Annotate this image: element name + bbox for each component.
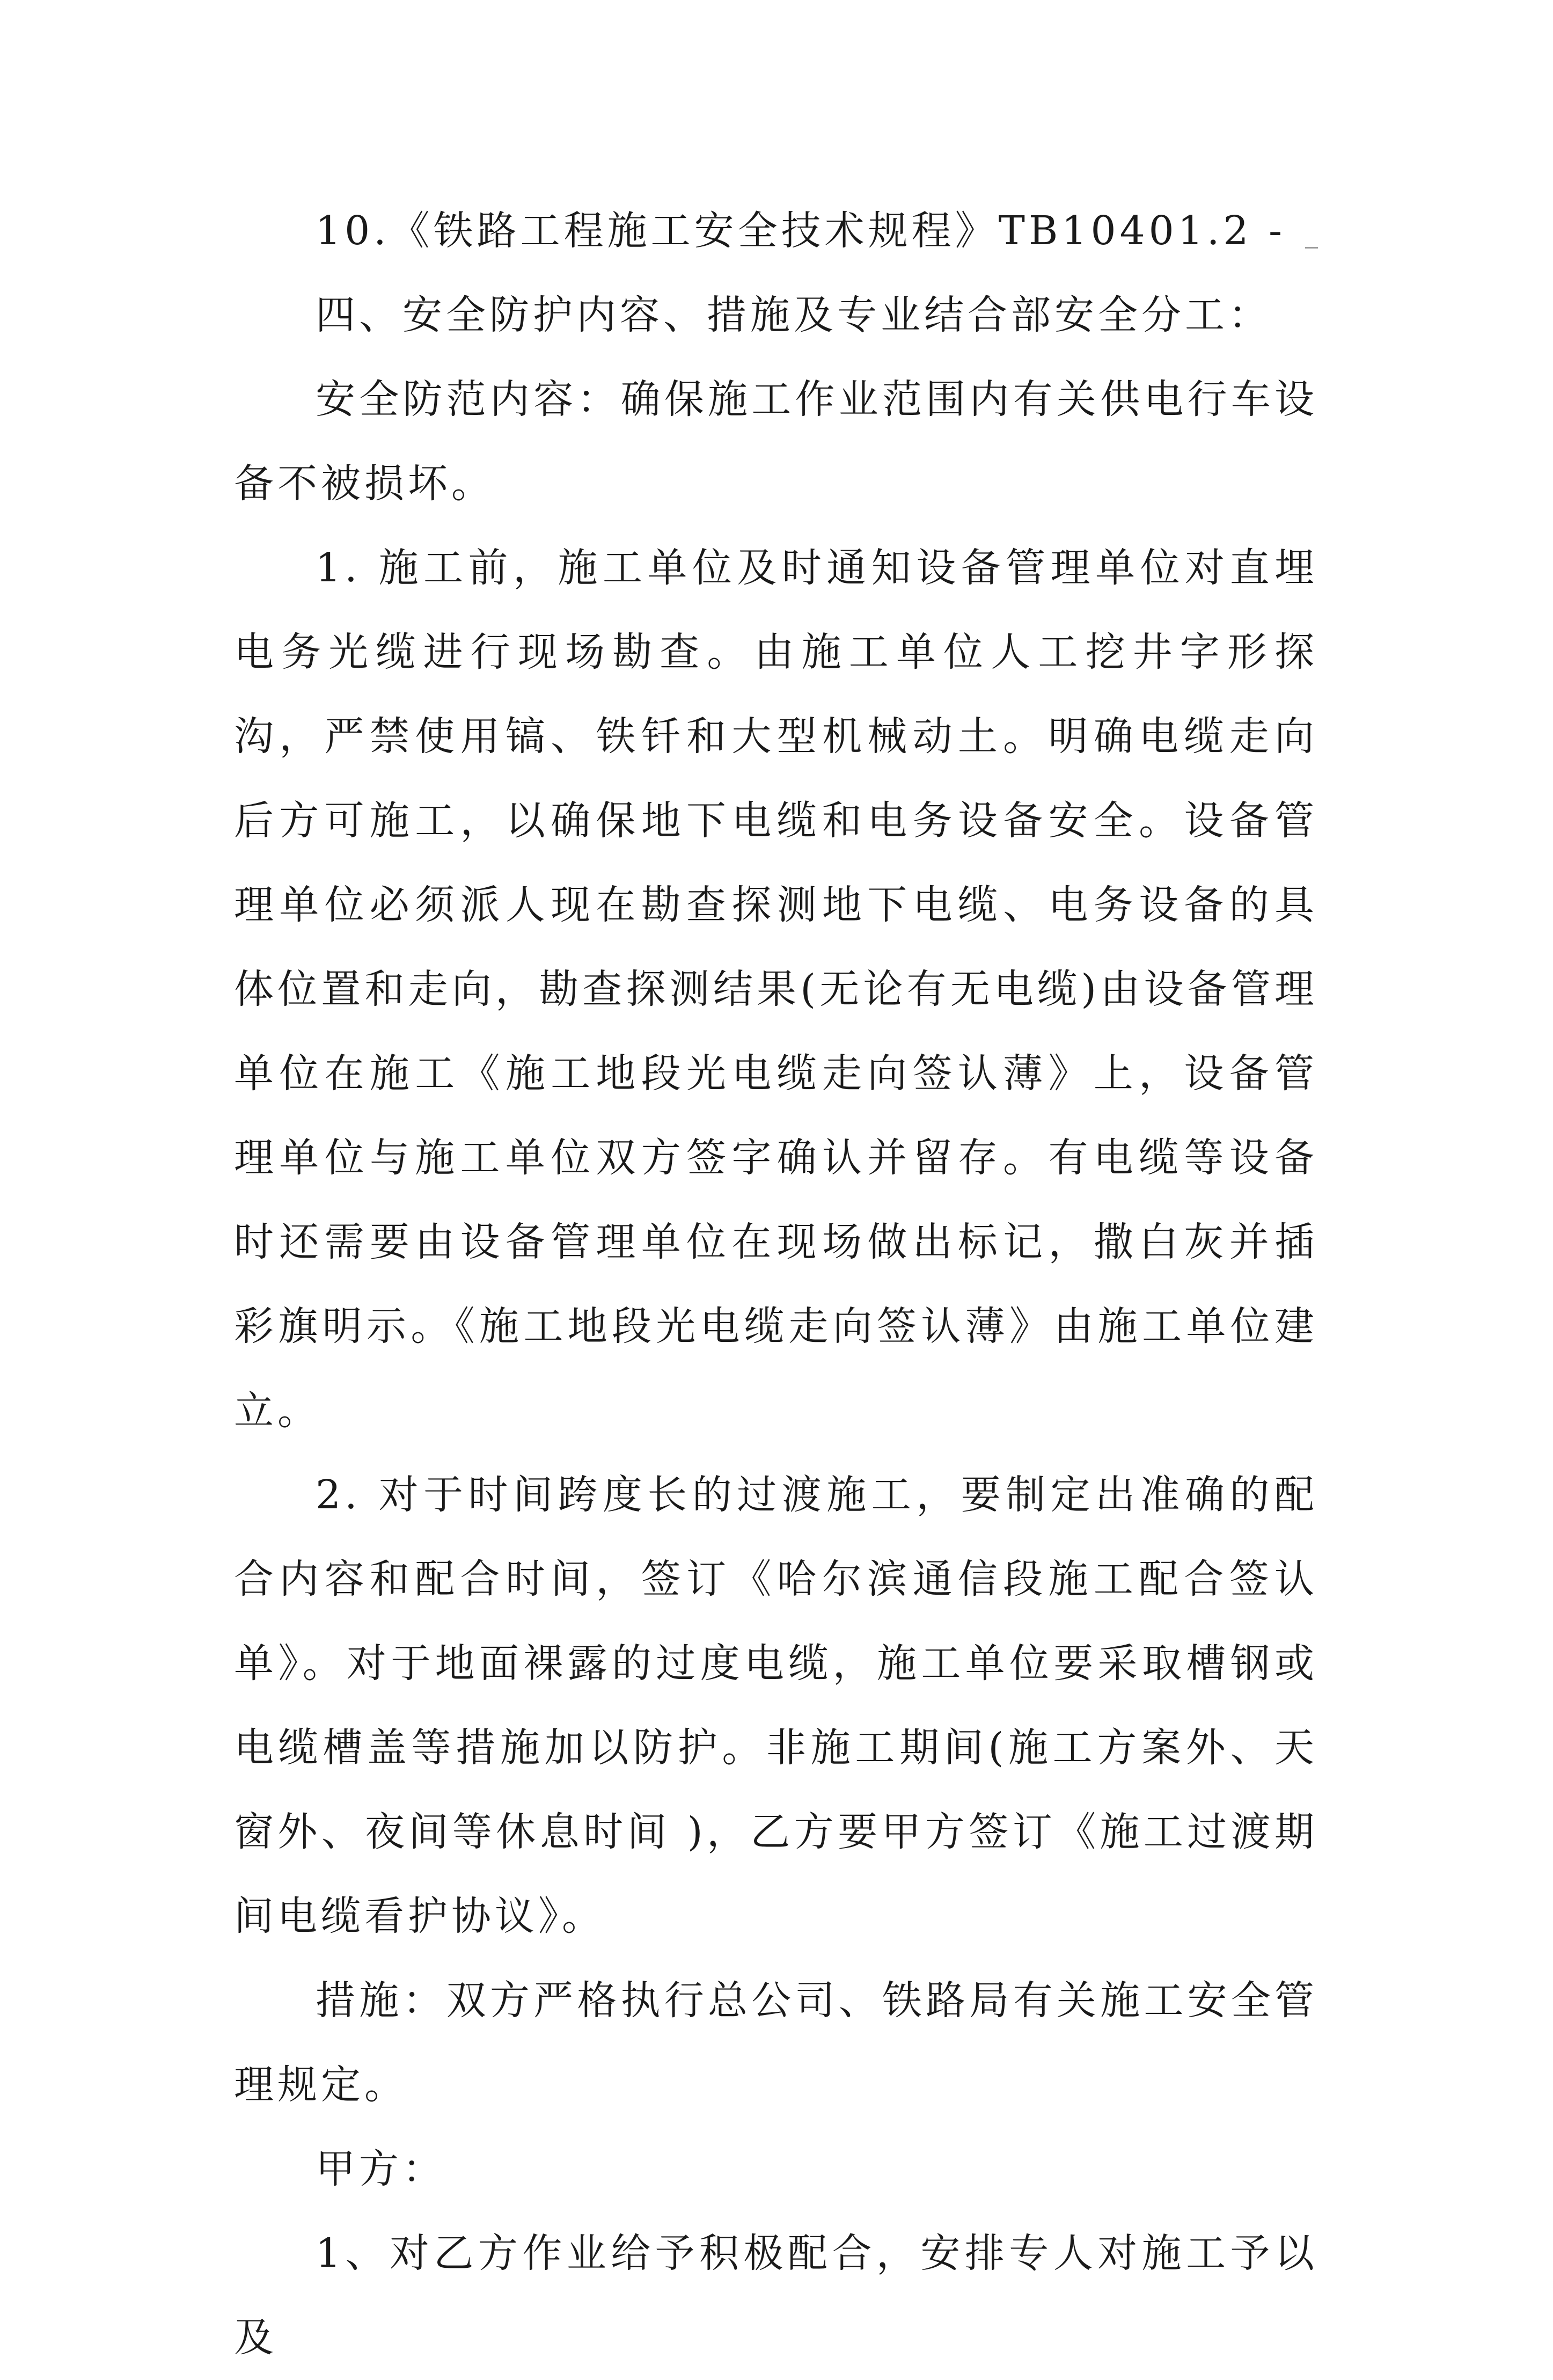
document-body: [234, 189, 1318, 2380]
fill-in-blank: [1305, 245, 1318, 249]
regulation-reference-line: [234, 189, 1318, 273]
party-a-item-1: 1、对乙方作业给予积极配合，安排专人对施工予以及: [234, 2230, 1318, 2361]
item-1-paragraph: 1. 施工前，施工单位及时通知设备管理单位对直埋电务光缆进行现场勘查。由施工单位人工挖井字形探沟，严禁使用镐、铁钎和大型机械动土。明确电缆走向后方可施工，以确保地下电缆和电务设备安全。设备管理单位必须派人现在勘查探测地下电缆、电务设备的具体位置和走向，勘查探测结果(无论有无电缆)由设备管理单位在施工《施工地段光电缆走向签认薄》上，设备管理单位与施工单位双方签字确认并留存。有电缆等设备时还需要由设备管理单位在现场做出标记，撒白灰并插彩旗明示。《施工地段光电缆走向签认薄》由施工单位建立。: [234, 545, 1318, 1434]
protection-scope-paragraph: 安全防范内容：确保施工作业范围内有关供电行车设备不被损坏。: [234, 376, 1318, 507]
party-a-heading: 甲方：: [316, 2146, 446, 2192]
measures-paragraph: 措施：双方严格执行总公司、铁路局有关施工安全管理规定。: [234, 1977, 1318, 2108]
regulation-reference-text: 10.《铁路工程施工安全技术规程》TB10401.2 -: [316, 208, 1286, 254]
item-2-paragraph: 2. 对于时间跨度长的过渡施工，要制定出准确的配合内容和配合时间，签订《哈尔滨通信段施工配合签认单》。对于地面裸露的过度电缆，施工单位要采取槽钢或电缆槽盖等措施加以防护。非施工期间(施工方案外、天窗外、夜间等休息时间 )，乙方要甲方签订《施工过渡期间电缆看护协议》。: [234, 1472, 1318, 1939]
section-heading: 四、安全防护内容、措施及专业结合部安全分工：: [316, 292, 1272, 338]
